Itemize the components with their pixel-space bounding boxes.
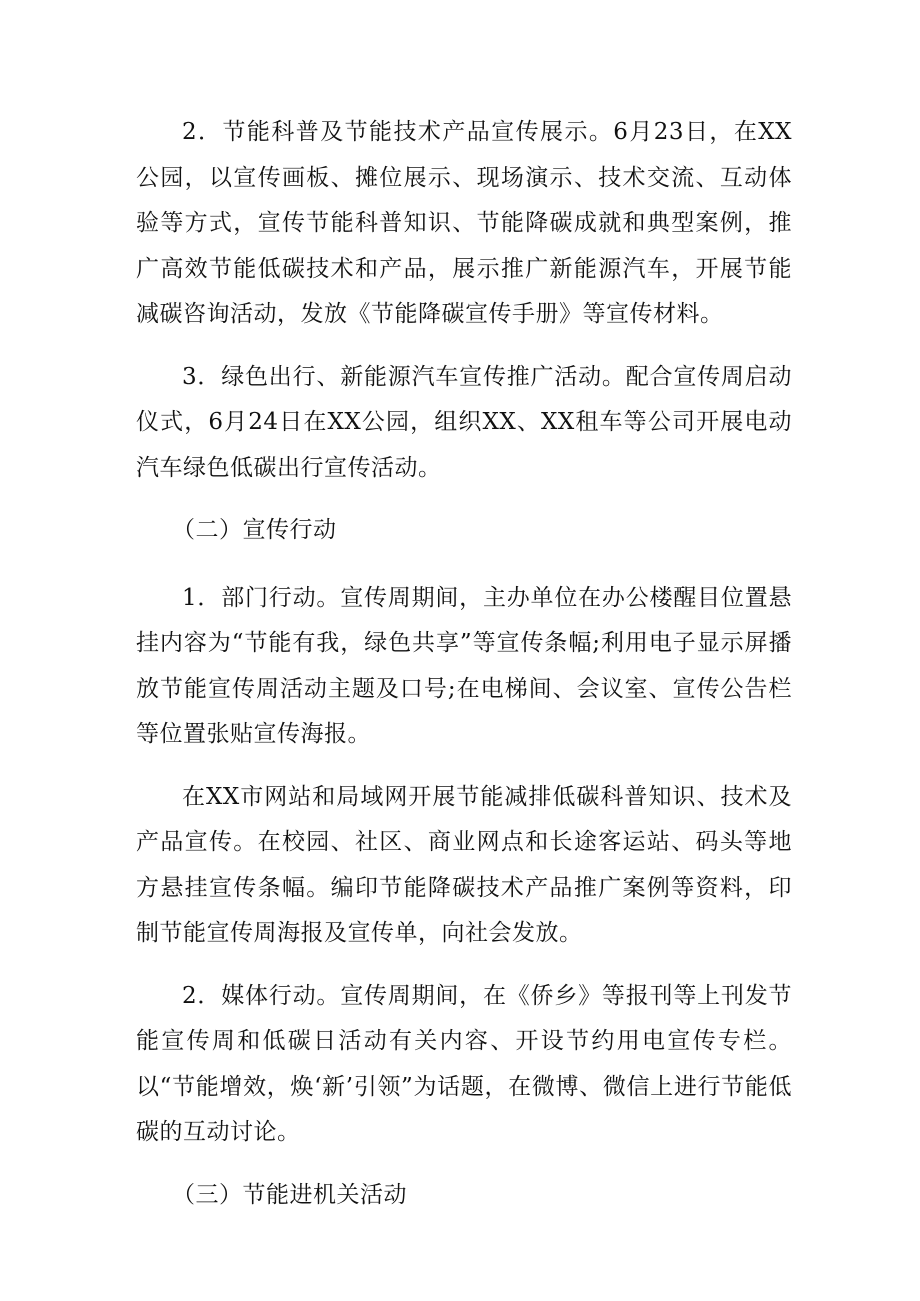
paragraph-energy-science-exhibition: 2．节能科普及节能技术产品宣传展示。6月23日，在XX公园，以宣传画板、摊位展示、现场演示、技术交流、互动体验等方式，宣传节能科普知识、节能降碳成就和典型案例，推广高效节能低碳技术和产品，展示推广新能源汽车，开展节能减碳咨询活动，发放《节能降碳宣传手册》等宣传材料。 (136, 119, 792, 327)
section-heading-government-agencies: （三）节能进机关活动 (172, 1181, 407, 1208)
paragraph-media-actions: 2．媒体行动。宣传周期间，在《侨乡》等报刊等上刊发节能宣传周和低碳日活动有关内容、开设节约用电宣传专栏。以“节能增效，焕‘新’引领”为话题，在微博、微信上进行节能低碳的互动讨论。 (136, 982, 792, 1145)
document-body (136, 110, 792, 1218)
paragraph-department-actions: 1．部门行动。宣传周期间，主办单位在办公楼醒目位置悬挂内容为“节能有我，绿色共享”等宣传条幅;利用电子显示屏播放节能宣传周活动主题及口号;在电梯间、会议室、宣传公告栏等位置张贴宣传海报。 (136, 584, 792, 747)
section-heading-publicity-actions: （二）宣传行动 (172, 517, 337, 543)
paragraph-green-travel-campaign: 3．绿色出行、新能源汽车宣传推广活动。配合宣传周启动仪式，6月24日在XX公园，组织XX、XX租车等公司开展电动汽车绿色低碳出行宣传活动。 (136, 363, 792, 481)
paragraph-website-publicity: 在XX市网站和局域网开展节能减排低碳科普知识、技术及产品宣传。在校园、社区、商业网点和长途客运站、码头等地方悬挂宣传条幅。编印节能降碳技术产品推广案例等资料，印制节能宣传周海报及宣传单，向社会发放。 (136, 783, 792, 946)
